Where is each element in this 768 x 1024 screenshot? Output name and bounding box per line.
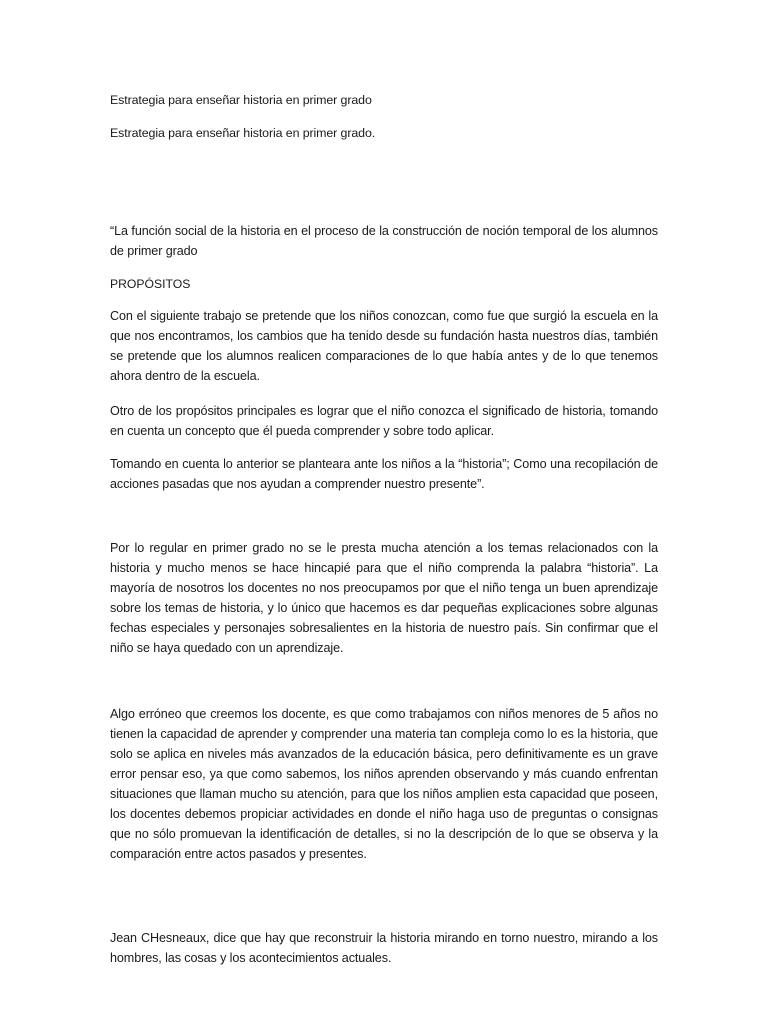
document-title: Estrategia para enseñar historia en primer grado [110,93,372,107]
quote-title: “La función social de la historia en el proceso de la construcción de noción temporal de los alumnos de primer grado [110,224,658,258]
paragraph-4: Por lo regular en primer grado no se le presta mucha atención a los temas relacionados con la historia y mucho menos se hace hincapié para que el niño comprenda la palabra “historia”. La mayoría de nosotros los docentes no nos preocupamos por que el niño tenga un buen aprendizaje sobre los temas de historia, y lo único que hacemos es dar pequeñas explicaciones sobre algunas fechas especiales y personajes sobresalientes en la historia de nuestro país. Sin confirmar que el niño se haya quedado con un aprendizaje. [110,541,658,655]
paragraph-3: Tomando en cuenta lo anterior se planteara ante los niños a la “historia”; Como una recopilación de acciones pasadas que nos ayudan a comprender nuestro presente”. [110,457,658,491]
document-subtitle: Estrategia para enseñar historia en primer grado. [110,126,376,140]
paragraph-6: Jean CHesneaux, dice que hay que reconstruir la historia mirando en torno nuestro, mirando a los hombres, las cosas y los acontecimientos actuales. [110,931,658,965]
paragraph-2: Otro de los propósitos principales es lograr que el niño conozca el significado de historia, tomando en cuenta un concepto que él pueda comprender y sobre todo aplicar. [110,404,658,438]
paragraph-5: Algo erróneo que creemos los docente, es que como trabajamos con niños menores de 5 años no tienen la capacidad de aprender y comprender una materia tan compleja como lo es la historia, que solo se aplica en niveles más avanzados de la educación básica, pero definitivamente es un grave error pensar eso, ya que como sabemos, los niños aprenden observando y más cuando enfrentan situaciones que llaman mucho su atención, para que los niños amplien esta capacidad que poseen, los docentes debemos propiciar actividades en donde el niño haga uso de preguntas o consignas que no sólo promuevan la identificación de detalles, si no la descripción de lo que se observa y la comparación entre actos pasados y presentes. [110,707,658,861]
section-heading-propositos: PROPÓSITOS [110,277,191,291]
paragraph-1: Con el siguiente trabajo se pretende que los niños conozcan, como fue que surgió la escuela en la que nos encontramos, los cambios que ha tenido desde su fundación hasta nuestros días, también se pretende que los alumnos realicen comparaciones de lo que había antes y de lo que tenemos ahora dentro de la escuela. [110,309,658,383]
